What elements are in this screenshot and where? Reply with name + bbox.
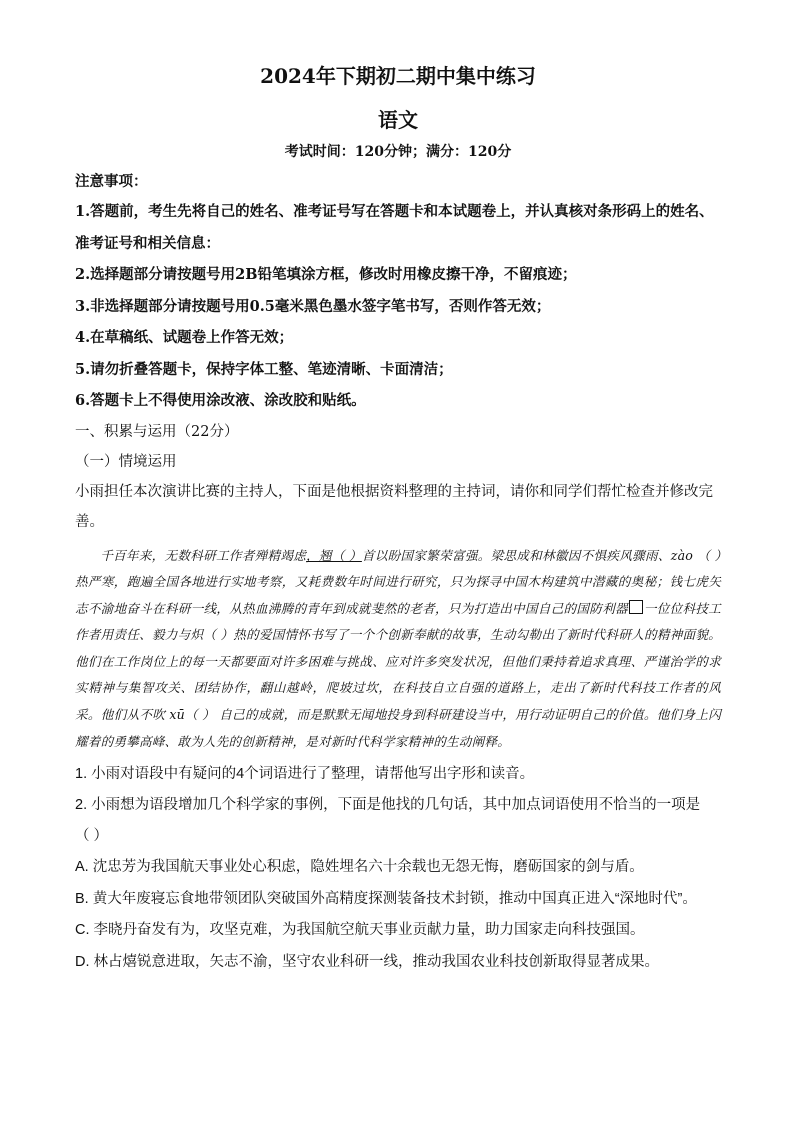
passage-blank: （ ） (203, 627, 234, 643)
option-a: A. 沈忠芳为我国航天事业处心积虑，隐姓埋名六十余载也无怨无悔，磨砺国家的剑与盾。 (75, 859, 644, 876)
note-item: 2.选择题部分请按题号用2B铅笔填涂方框，修改时用橡皮擦干净，不留痕迹； (75, 266, 577, 283)
missing-char-box (629, 600, 643, 614)
section-heading: 一、积累与运用（22分） (75, 423, 239, 440)
passage-text: 热的爱国情怀书写了一个个创新奉献的故事，生动勾勒出了新时代科研人的精神面貌。他们在工作岗位上的每一天都要面对许多困难与挑战、应对许多突发状况，但他们秉持着追求真理、严谨治学的求实精神与集智攻关、团结协作，翻山越岭，爬坡过坎，在科技自立自强的道路上，走出了新时代科技工作者的风采。他们从不吹 xū（ ） 自己的成就，而是默默无闻地投身到科研建设当中，用行动证明自己的价值。他们身上闪耀着的勇攀高峰、敢为人先的创新精神，是对新时代科学家精神的生动阐释。 (75, 627, 721, 749)
note-item: 1.答题前，考生先将自己的姓名、准考证号写在答题卡和本试题卷上，并认真核对条形码上的姓名、准考证号和相关信息： (75, 203, 714, 252)
passage-blank: ，翘（ ） (306, 547, 362, 563)
note-item: 3.非选择题部分请按题号用0.5毫米黑色墨水签字笔书写，否则作答无效； (75, 297, 551, 315)
note-item: 4.在草稿纸、试题卷上作答无效； (75, 329, 294, 346)
reading-passage (75, 543, 721, 756)
answer-bracket: （ ） (75, 828, 109, 845)
exam-info: 考试时间：120分钟；满分：120分 (284, 144, 512, 160)
exam-title: 2024年下期初二期中集中练习 (260, 64, 536, 88)
option-d: D. 林占熺锐意进取，矢志不渝，坚守农业科研一线，推动我国农业科技创新取得显著成果。 (75, 953, 660, 970)
question-1: 1. 小雨对语段中有疑问的4个词语进行了整理，请帮他写出字形和读音。 (75, 766, 535, 783)
option-c: C. 李晓丹奋发有为，攻坚克难，为我国航空航天事业贡献力量，助力国家走向科技强国。 (75, 922, 645, 939)
question-2: 2. 小雨想为语段增加几个科学家的事例，下面是他找的几句话，其中加点词语使用不恰当的一项是 (75, 797, 701, 814)
intro-text: 小雨担任本次演讲比赛的主持人，下面是他根据资料整理的主持词，请你和同学们帮忙检查并修改完善。 (75, 483, 713, 530)
option-b: B. 黄大年废寝忘食地带领团队突破国外高精度探测装备技术封锁，推动中国真正进入“深地时代”。 (75, 890, 697, 907)
passage-text: 千百年来，无数科研工作者殚精竭虑 (100, 547, 307, 563)
subject-title: 语文 (378, 108, 418, 132)
passage-text: 一位位科技工作者用责任、毅力与炽 (75, 600, 722, 643)
exam-page (75, 62, 721, 978)
note-item: 5.请勿折叠答题卡，保持字体工整、笔迹清晰、卡面清洁； (75, 360, 453, 378)
notes-title: 注意事项： (75, 173, 148, 190)
questions (75, 759, 721, 978)
note-item: 6.答题卡上不得使用涂改液、涂改胶和贴纸。 (75, 392, 366, 409)
sub-heading: （一）情境运用 (75, 453, 177, 470)
notes-list (75, 196, 721, 417)
passage-text: 首以盼国家繁荣富强。梁思成和林徽因不惧疾风骤雨、zào （ ）热严寒，跑遍全国各地进行实地考察，又耗费数年时间进行研究，只为探寻中国木构建筑中潜藏的奥秘；钱七虎矢志不渝地奋斗在科研一线，从热血沸腾的青年到成就斐然的老者，只为打造出中国自己的国防利器 (75, 547, 721, 616)
